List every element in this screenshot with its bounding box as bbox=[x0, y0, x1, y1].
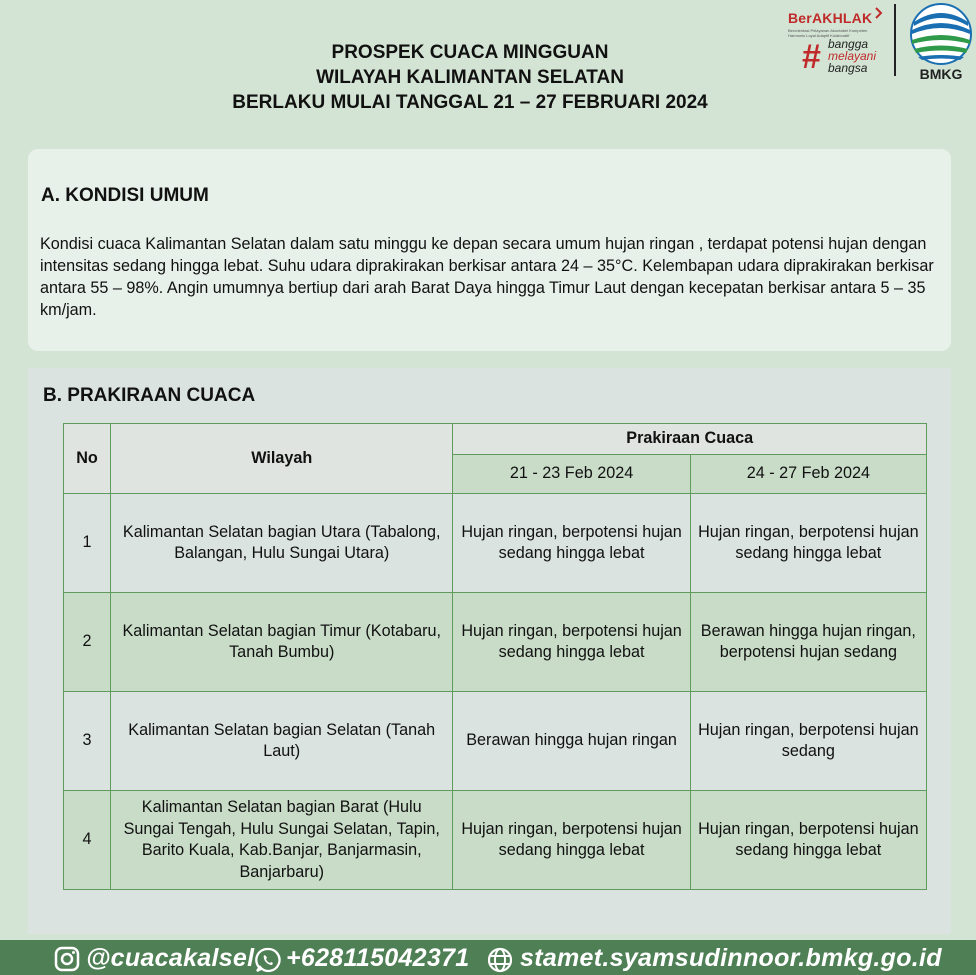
slogan-melayani: melayani bbox=[828, 49, 877, 63]
slogan-bangga: bangga bbox=[828, 37, 869, 51]
header-no: No bbox=[64, 424, 111, 494]
table-row bbox=[64, 494, 927, 593]
header-wilayah: Wilayah bbox=[111, 424, 453, 494]
row-no: 1 bbox=[64, 494, 111, 593]
title-line-3: BERLAKU MULAI TANGGAL 21 – 27 FEBRUARI 2024 bbox=[232, 92, 708, 113]
title-line-2: WILAYAH KALIMANTAN SELATAN bbox=[316, 67, 624, 88]
table-row bbox=[64, 692, 927, 791]
whatsapp-number[interactable]: +628115042371 bbox=[286, 944, 470, 972]
berakhlak-logo bbox=[786, 6, 886, 78]
forecast-table bbox=[63, 423, 927, 890]
slogan bbox=[828, 38, 876, 74]
globe-icon bbox=[486, 946, 514, 974]
website-link[interactable]: stamet.syamsudinnoor.bmkg.go.id bbox=[520, 944, 942, 972]
row-wilayah: Kalimantan Selatan bagian Barat (Hulu Sungai Tengah, Hulu Sungai Selatan, Tapin, Barito Kuala, Kab.Banjar, Banjarmasin, Banjarbaru) bbox=[111, 791, 453, 890]
logo-divider bbox=[894, 4, 896, 76]
row-wilayah: Kalimantan Selatan bagian Timur (Kotabaru, Tanah Bumbu) bbox=[111, 593, 453, 692]
slogan-bangsa: bangsa bbox=[828, 61, 868, 75]
prakiraan-cuaca-title: B. PRAKIRAAN CUACA bbox=[43, 385, 256, 406]
page-title bbox=[170, 40, 770, 115]
table-row bbox=[64, 791, 927, 890]
row-no: 2 bbox=[64, 593, 111, 692]
row-forecast-2: Berawan hingga hujan ringan, berpotensi hujan sedang bbox=[690, 593, 926, 692]
chevron-right-icon bbox=[874, 6, 884, 20]
row-forecast-2: Hujan ringan, berpotensi hujan sedang hingga lebat bbox=[690, 791, 926, 890]
row-no: 3 bbox=[64, 692, 111, 791]
row-wilayah: Kalimantan Selatan bagian Selatan (Tanah Laut) bbox=[111, 692, 453, 791]
whatsapp-icon bbox=[254, 946, 282, 974]
row-forecast-1: Hujan ringan, berpotensi hujan sedang hingga lebat bbox=[453, 791, 690, 890]
prakiraan-cuaca-panel bbox=[28, 368, 951, 934]
hashtag-symbol: # bbox=[802, 38, 821, 76]
header-prakiraan: Prakiraan Cuaca bbox=[453, 424, 927, 455]
footer-bar bbox=[0, 940, 976, 975]
kondisi-umum-text: Kondisi cuaca Kalimantan Selatan dalam satu minggu ke depan secara umum hujan ringan , terdapat potensi hujan dengan intensitas sedang hingga lebat. Suhu udara diprakirakan berkisar antara 24 – 35°C. Kelembapan udara diprakirakan berkisar antara 55 – 98%. Angin umumnya bertiup dari arah Barat Daya hingga Timur Laut dengan kecepatan berkisar antara 5 – 35 km/jam. bbox=[40, 235, 934, 319]
instagram-icon bbox=[54, 946, 80, 972]
row-forecast-2: Hujan ringan, berpotensi hujan sedang hingga lebat bbox=[690, 494, 926, 593]
header-date-2: 24 - 27 Feb 2024 bbox=[690, 455, 926, 494]
table-header-row bbox=[64, 424, 927, 455]
row-forecast-1: Hujan ringan, berpotensi hujan sedang hingga lebat bbox=[453, 494, 690, 593]
kondisi-umum-title: A. KONDISI UMUM bbox=[41, 185, 209, 206]
berakhlak-subtitle: Berorientasi Pelayanan Akuntabel Kompeten Harmonis Loyal Adaptif Kolaboratif bbox=[788, 28, 868, 38]
table-row bbox=[64, 593, 927, 692]
bmkg-label: BMKG bbox=[919, 66, 963, 82]
row-forecast-2: Hujan ringan, berpotensi hujan sedang bbox=[690, 692, 926, 791]
row-no: 4 bbox=[64, 791, 111, 890]
kondisi-umum-panel bbox=[28, 149, 951, 351]
row-wilayah: Kalimantan Selatan bagian Utara (Tabalong, Balangan, Hulu Sungai Utara) bbox=[111, 494, 453, 593]
berakhlak-brand: BerAKHLAK bbox=[788, 10, 873, 26]
header-date-1: 21 - 23 Feb 2024 bbox=[453, 455, 690, 494]
row-forecast-1: Berawan hingga hujan ringan bbox=[453, 692, 690, 791]
instagram-handle[interactable]: @cuacakalsel bbox=[86, 944, 255, 972]
row-forecast-1: Hujan ringan, berpotensi hujan sedang hingga lebat bbox=[453, 593, 690, 692]
title-line-1: PROSPEK CUACA MINGGUAN bbox=[331, 42, 609, 63]
